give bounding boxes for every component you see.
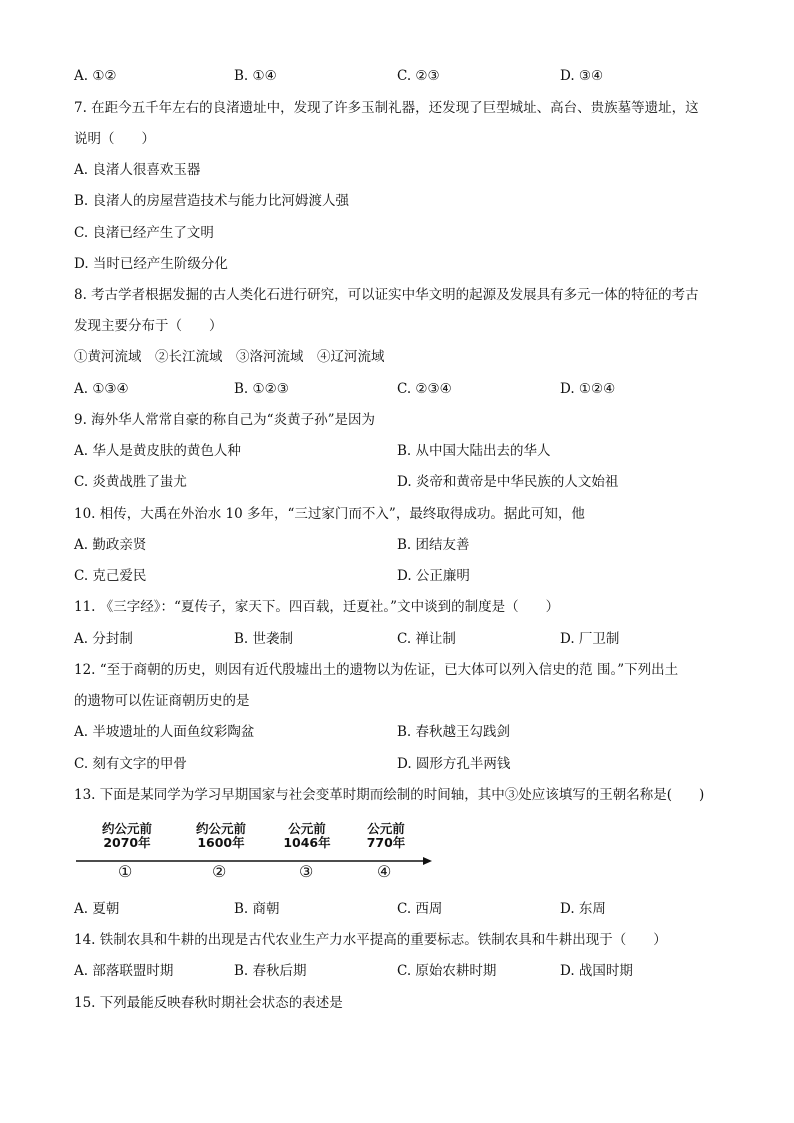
q14-option-b: B. 春秋后期 — [234, 963, 307, 979]
q13-option-b: B. 商朝 — [234, 901, 280, 917]
q12-option-c: C. 刻有文字的甲骨 — [74, 756, 187, 772]
q12-option-b: B. 春秋越王勾践剑 — [397, 724, 511, 740]
q13-timeline — [74, 818, 454, 888]
q12-option-d: D. 圆形方孔半两钱 — [397, 756, 511, 772]
timeline-label-4 — [351, 822, 421, 850]
q10-option-c: C. 克己爱民 — [74, 568, 147, 584]
q10-option-a: A. 勤政亲贤 — [74, 537, 147, 553]
timeline-label-1 — [92, 822, 162, 850]
q14-stem: 14. 铁制农具和牛耕的出现是古代农业生产力水平提高的重要标志。铁制农具和牛耕出现于（ ） — [74, 932, 667, 948]
q8-option-d: D. ①②④ — [560, 381, 616, 397]
q12-option-a: A. 半坡遗址的人面鱼纹彩陶盆 — [74, 724, 255, 740]
q8-option-c: C. ②③④ — [397, 381, 452, 397]
timeline-label-2-top: 约公元前 — [195, 821, 246, 836]
q8-stem-line1: 8. 考古学者根据发掘的古人类化石进行研究，可以证实中华文明的起源及发展具有多元一体的特征的考古 — [74, 287, 699, 303]
q15-stem: 15. 下列最能反映春秋时期社会状态的表述是 — [74, 995, 343, 1011]
q11-option-c: C. 禅让制 — [397, 631, 456, 647]
q9-option-c: C. 炎黄战胜了蚩尤 — [74, 474, 187, 490]
q9-option-a: A. 华人是黄皮肤的黄色人种 — [74, 443, 241, 459]
timeline-label-4-bottom: 770年 — [366, 835, 406, 850]
q7-stem-line2: 说明（ ） — [74, 131, 155, 147]
q6-option-d: D. ③④ — [560, 68, 604, 84]
q10-option-b: B. 团结友善 — [397, 537, 470, 553]
q10-stem: 10. 相传，大禹在外治水 10 多年，“三过家门而不入”，最终取得成功。据此可知，他 — [74, 506, 585, 522]
q13-option-c: C. 西周 — [397, 901, 443, 917]
timeline-marker-4: ④ — [377, 862, 392, 881]
q9-stem: 9. 海外华人常常自豪的称自己为“炎黄子孙”是因为 — [74, 412, 375, 428]
q14-option-d: D. 战国时期 — [560, 963, 633, 979]
q9-option-b: B. 从中国大陆出去的华人 — [397, 443, 551, 459]
q8-stem-line2: 发现主要分布于（ ） — [74, 318, 223, 334]
timeline-label-3 — [272, 822, 342, 850]
q14-option-c: C. 原始农耕时期 — [397, 963, 497, 979]
q13-option-d: D. 东周 — [560, 901, 606, 917]
timeline-label-4-top: 公元前 — [367, 821, 405, 836]
timeline-label-3-top: 公元前 — [288, 821, 326, 836]
q6-option-a: A. ①② — [74, 68, 117, 84]
q7-option-a: A. 良渚人很喜欢玉器 — [74, 162, 201, 178]
q7-option-d: D. 当时已经产生阶级分化 — [74, 256, 228, 272]
q11-stem: 11. 《三字经》：“夏传子，家天下。四百载，迁夏社。”文中谈到的制度是（ ） — [74, 599, 560, 615]
timeline-label-3-bottom: 1046年 — [283, 835, 331, 850]
timeline-marker-3: ③ — [299, 862, 314, 881]
q11-option-d: D. 厂卫制 — [560, 631, 620, 647]
q8-option-a: A. ①③④ — [74, 381, 129, 397]
q8-option-b: B. ①②③ — [234, 381, 289, 397]
q6-option-c: C. ②③ — [397, 68, 440, 84]
timeline-marker-1: ① — [118, 862, 133, 881]
timeline-label-2-bottom: 1600年 — [197, 835, 245, 850]
q8-items: ①黄河流域 ②长江流域 ③洛河流域 ④辽河流域 — [74, 349, 385, 365]
timeline-label-2 — [186, 822, 256, 850]
q7-option-c: C. 良渚已经产生了文明 — [74, 225, 214, 241]
q6-option-b: B. ①④ — [234, 68, 277, 84]
timeline-label-1-bottom: 2070年 — [103, 835, 151, 850]
q11-option-a: A. 分封制 — [74, 631, 133, 647]
q11-option-b: B. 世袭制 — [234, 631, 294, 647]
timeline-marker-2: ② — [212, 862, 227, 881]
q10-option-d: D. 公正廉明 — [397, 568, 470, 584]
q12-stem-line2: 的遗物可以佐证商朝历史的是 — [74, 693, 250, 709]
timeline-label-1-top: 约公元前 — [101, 821, 152, 836]
q12-stem-line1: 12. “至于商朝的历史，则因有近代殷墟出土的遗物以为佐证，已大体可以列入信史的范 围。”下列出土 — [74, 662, 679, 678]
q13-stem: 13. 下面是某同学为学习早期国家与社会变革时期而绘制的时间轴，其中③处应该填写的王朝名称是( ) — [74, 787, 705, 803]
q7-option-b: B. 良渚人的房屋营造技术与能力比河姆渡人强 — [74, 193, 350, 209]
q9-option-d: D. 炎帝和黄帝是中华民族的人文始祖 — [397, 474, 619, 490]
q14-option-a: A. 部落联盟时期 — [74, 963, 174, 979]
q7-stem-line1: 7. 在距今五千年左右的良渚遗址中，发现了许多玉制礼器，还发现了巨型城址、高台、贵族墓等遗址，这 — [74, 100, 699, 116]
q13-option-a: A. 夏朝 — [74, 901, 120, 917]
